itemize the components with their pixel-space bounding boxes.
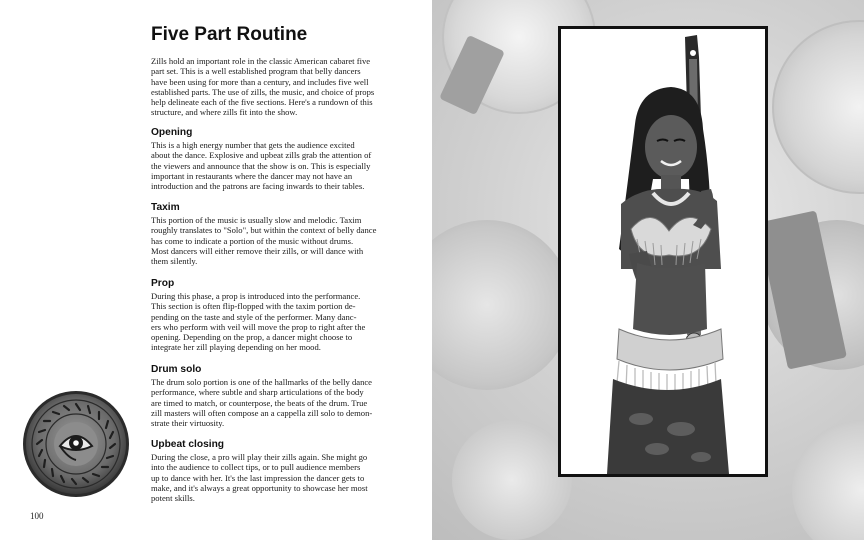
- body-line: The drum solo portion is one of the hallmarks of the belly dance: [151, 377, 372, 387]
- intro-line: established parts. The use of zills, the music, and choice of props: [151, 86, 375, 97]
- background-zill-cymbal: [452, 420, 572, 540]
- intro-line: structure, and where zills fit into the show.: [151, 107, 298, 118]
- body-line: up to dance with her. It's the last impression the dancer gets to: [151, 472, 365, 483]
- body-line: are timed to match, or counterpose, the beats of the drum. True: [151, 397, 368, 408]
- body-line: Most dancers will either remove their zills, or will dance with: [151, 245, 364, 256]
- section-heading-opening: Opening: [151, 127, 193, 138]
- body-line: performance, where subtle and sharp articulations of the body: [151, 387, 364, 398]
- body-line: pending on the taste and style of the performer. Many danc-: [151, 311, 357, 322]
- body-line: During this phase, a prop is introduced into the performance.: [151, 291, 361, 301]
- page-title: Five Part Routine: [151, 24, 308, 45]
- zill-medallion-icon: [22, 390, 130, 498]
- dancer-illustration: [561, 29, 765, 474]
- section-heading-upbeat-closing: Upbeat closing: [151, 439, 225, 450]
- body-line: them silently.: [151, 256, 198, 267]
- section-body-drum-solo: [151, 377, 389, 428]
- intro-line: Zills hold an important role in the classic American cabaret five: [151, 56, 371, 66]
- section-body-taxim: [151, 215, 389, 266]
- section-heading-prop: Prop: [151, 278, 175, 289]
- body-line: the viewers and announce that the show is on. This is especially: [151, 160, 371, 171]
- body-line: make, and it's always a great opportunity to showcase her most: [151, 482, 368, 493]
- intro-line: have been using for more than a century, and includes five well: [151, 76, 369, 87]
- body-line: has come to indicate a portion of the music without drums.: [151, 235, 354, 246]
- body-line: integrate her zill playing depending on her mood.: [151, 342, 321, 353]
- section-heading-drum-solo: Drum solo: [151, 364, 202, 375]
- body-line: potent skills.: [151, 493, 195, 504]
- intro-line: part set. This is a well established program that belly dancers: [151, 66, 361, 77]
- body-line: ers who perform with veil will move the prop to right after the: [151, 321, 366, 332]
- body-line: This portion of the music is usually slow and melodic. Taxim: [151, 215, 362, 225]
- body-line: important in restaurants where the dancer may not have an: [151, 170, 353, 181]
- body-line: about the dance. Explosive and upbeat zills grab the attention of: [151, 150, 372, 161]
- body-line: opening. Depending on the prop, a dancer might choose to: [151, 332, 353, 343]
- body-line: into the audience to collect tips, or to pull audience members: [151, 462, 361, 473]
- intro-paragraph: [151, 56, 389, 118]
- section-heading-taxim: Taxim: [151, 202, 180, 213]
- body-line: strate their virtuosity.: [151, 418, 225, 429]
- dancer-photo: [558, 26, 768, 477]
- intro-line: help delineate each of the five sections. Here's a rundown of this: [151, 97, 373, 108]
- background-zill-cymbal: [772, 20, 864, 194]
- section-body-upbeat-closing: [151, 452, 389, 503]
- section-body-opening: [151, 140, 389, 191]
- body-line: introduction and the patrons are facing inwards to their tables.: [151, 181, 365, 192]
- section-body-prop: [151, 291, 389, 353]
- page-number: 100: [30, 511, 44, 521]
- background-zill-cymbal: [432, 220, 572, 390]
- body-line: zill masters will often compose an a cappella zill solo to demon-: [151, 407, 373, 418]
- body-line: This section is often flip-flopped with the taxim portion de-: [151, 301, 356, 312]
- body-line: This is a high energy number that gets the audience excited: [151, 140, 355, 150]
- background-zill-cymbal: [792, 420, 864, 540]
- body-line: During the close, a pro will play their zills again. She might go: [151, 452, 368, 462]
- body-line: roughly translates to "Solo", but within the context of belly dance: [151, 225, 377, 236]
